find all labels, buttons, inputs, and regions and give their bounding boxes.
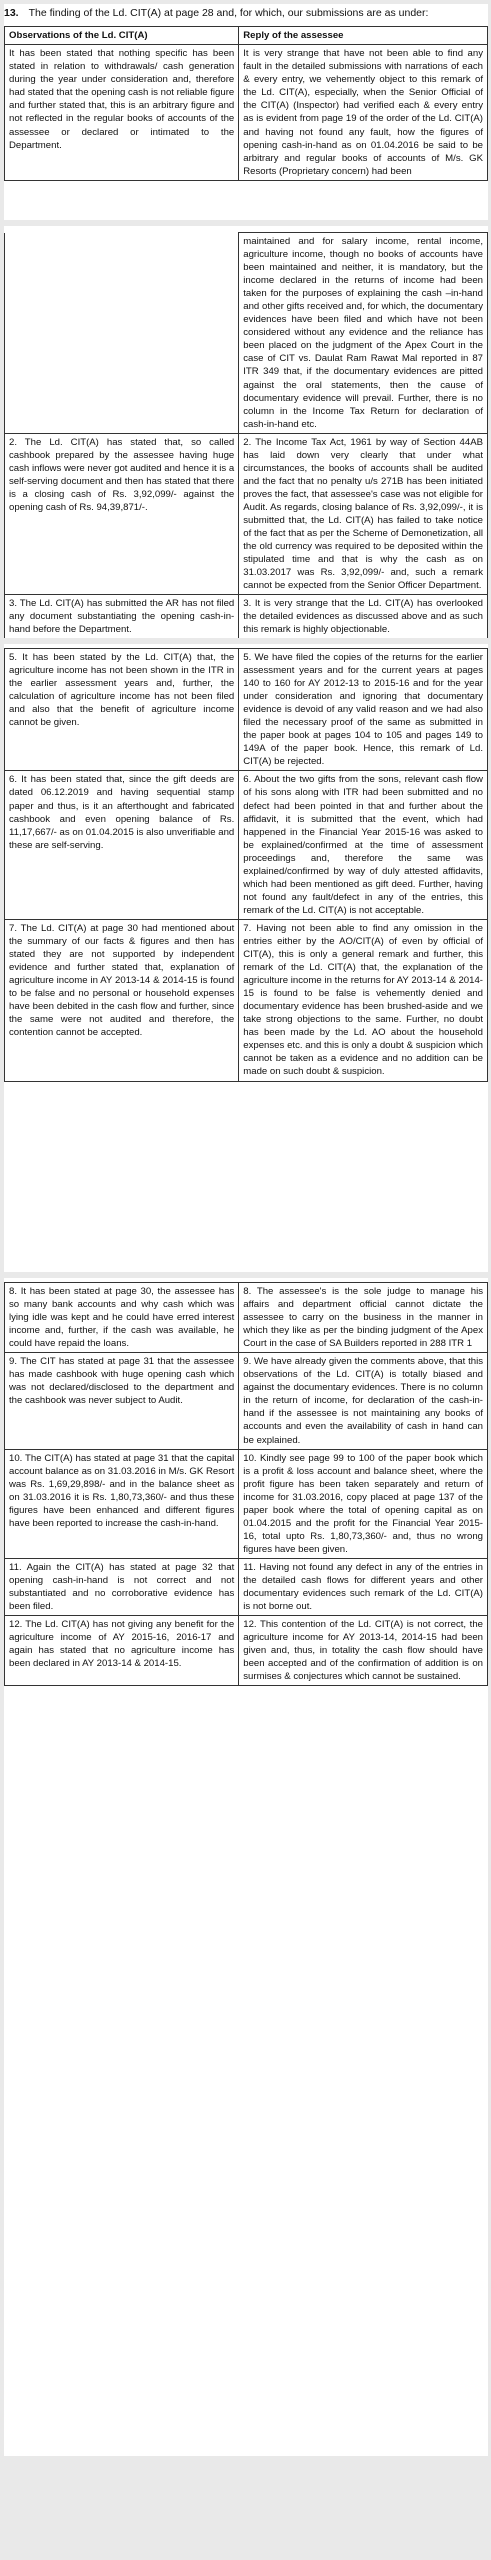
paragraph-number: 13. [4, 7, 19, 19]
reply-cell: 12. This contention of the Ld. CIT(A) is not correct, the agriculture income for AY 2013-14, 2014-15 had been given and, thus, in totality the cash flow should have been accepted and of the confirmation of addition is on surmises & conjectures which cannot be sustained. [239, 1616, 488, 1686]
observation-cell [5, 233, 239, 434]
table-row [5, 919, 488, 1081]
observation-cell: It has been stated that nothing specific has been stated in relation to withdrawals/ cash generation during the year under consideration and, therefore had stated that the opening cash is not reliable figure and further stated that, this is an arbitrary figure and not reflected in the regular books of accounts of the assessee or declared or intimated to the Department. [5, 45, 239, 180]
table-row [5, 45, 488, 180]
observation-cell: 9. The CIT has stated at page 31 that the assessee has made cashbook with huge opening cash which was not declared/disclosed to the department and the cashbook was never subject to Audit. [5, 1353, 239, 1449]
reply-cell: It is very strange that have not been able to find any fault in the detailed submissions with narrations of each & every entry, we vehemently object to this remark of the Ld. CIT(A), especially, when the Senior Official of the CIT(A) (Inspector) had verified each & every entry as is evident from page 19 of the order of the Ld. CIT(A) and having not found any fault, how the figures of opening cash-in-hand as on 01.04.2016 be said to be arbitrary and regular books of accounts of M/s. GK Resorts (Proprietary concern) had been [239, 45, 488, 180]
intro-paragraph [4, 4, 488, 26]
reply-cell: 2. The Income Tax Act, 1961 by way of Section 44AB has laid down very clearly that under what circumstances, the books of accounts shall be audited and the fact that no penalty u/s 271B has been initiated proves the fact, that assessee's case was not eligible for Audit. As regards, closing balance of Rs. 3,92,099/-, it is submitted that, the Ld. CIT(A) has failed to take notice of the fact that as per the Scheme of Demonetization, all the old currency was required to be deposited within the stipulated time and that is why the cash as on 31.03.2017 was Rs. 3,92,099/- and, such a remark cannot be expected from the Senior Officer Department. [239, 433, 488, 595]
table-row [5, 1616, 488, 1686]
table-header-row [5, 27, 488, 45]
observation-cell: 11. Again the CIT(A) has stated at page 32 that opening cash-in-hand is not correct and not substantiated and no corroborative evidence has been filed. [5, 1558, 239, 1615]
reply-cell: 3. It is very strange that the Ld. CIT(A) has overlooked the detailed evidences as discussed above and as such this remark is highly objectionable. [239, 595, 488, 638]
table-row [5, 1353, 488, 1449]
observation-cell: 5. It has been stated by the Ld. CIT(A) that, the agriculture income has not been shown in the ITR in the earlier assessment years and, further, the calculation of agriculture income has not been filed and also that the benefit of agriculture income cannot be given. [5, 649, 239, 771]
page-fragment-1 [4, 4, 488, 220]
reply-cell: 6. About the two gifts from the sons, relevant cash flow of his sons along with ITR had been submitted and no defect had been pointed in that and further about the affidavit, it is submitted that the event, which had happened in the Financial Year 2015-16 was asked to be explained/confirmed at the time of assessment proceedings and, therefore the same was explained/confirmed by way of duly attested affidavits, which had been mentioned as gift deed. Further, having not found any fault/defect in any of the entries, this remark of the Ld. CIT(A) is not acceptable. [239, 771, 488, 920]
table-row [5, 433, 488, 595]
findings-table-part-4 [4, 1282, 488, 1686]
table-row [5, 595, 488, 638]
observation-cell: 7. The Ld. CIT(A) at page 30 had mentioned about the summary of our facts & figures and then has stated they are not supported by independent evidence and further stated that, explanation of agriculture income in AY 2013-14 & 2014-15 is found to be false and no personal or household expenses have been debited in the cash flow and further, since the same were not audited and therefore, the contention cannot be accepted. [5, 919, 239, 1081]
observation-cell: 6. It has been stated that, since the gift deeds are dated 06.12.2019 and having sequential stamp paper and thus, is it an afterthought and fabricated cashbook and even opening balance of Rs. 11,17,667/- as on 01.04.2015 is also unverifiable and these are self-serving. [5, 771, 239, 920]
table-row [5, 1449, 488, 1558]
page-fragment-3 [4, 644, 488, 1272]
table-row [5, 771, 488, 920]
table-row [5, 1558, 488, 1615]
findings-table-part-3 [4, 648, 488, 1082]
reply-cell: 8. The assessee's is the sole judge to manage his affairs and department official cannot dictate the assessee to carry on the business in the manner in which they like as per the binding judgment of the Apex Court in the case of SA Builders reported in 288 ITR 1 [239, 1283, 488, 1353]
page-fragment-2 [4, 226, 488, 638]
findings-table-part-2 [4, 232, 488, 638]
table-row [5, 233, 488, 434]
findings-table-part-1 [4, 26, 488, 181]
header-reply: Reply of the assessee [239, 27, 488, 45]
reply-cell: 9. We have already given the comments above, that this observations of the Ld. CIT(A) is totally biased and against the documentary evidences. There is no column in the return of income, for declaration of the cash-in-hand if the assessee is not maintaining any books of accounts and even the availability of cash in hand can be explained. [239, 1353, 488, 1449]
observation-cell: 3. The Ld. CIT(A) has submitted the AR has not filed any document substantiating the opening cash-in-hand before the Department. [5, 595, 239, 638]
page-fragment-4 [4, 1278, 488, 2456]
table-row [5, 1283, 488, 1353]
observation-cell: 12. The Ld. CIT(A) has not giving any benefit for the agriculture income of AY 2015-16, 2016-17 and again has stated that no agriculture income has been declared in AY 2013-14 & 2014-15. [5, 1616, 239, 1686]
observation-cell: 8. It has been stated at page 30, the assessee has so many bank accounts and why cash which was lying idle was kept and he could have erred interest income and, further, if the cash was available, he could have repaid the loans. [5, 1283, 239, 1353]
reply-cell: 7. Having not been able to find any omission in the entries either by the AO/CIT(A) of even by official of CIT(A), this is only a general remark and further, this remark of the Ld. CIT(A) that, the explanation of the agriculture income in the returns for AY 2013-14 & 2014-15 is found to be false is vehemently denied and documentary evidence has been brushed-aside and we take strong objections to the same. Further, no doubt has been made by the Ld. AO about the household expenses etc. and this is only a doubt & suspicion which cannot be taken as a evidence and no addition can be made on such doubt & suspicion. [239, 919, 488, 1081]
reply-cell: maintained and for salary income, rental income, agriculture income, though no books of accounts have been maintained and neither, it is mandatory, but the income declared in the returns of income had been taken for the purposes of explaining the cash –in-hand and other gifts received and, for which, the documentary evidences have been filed and which have not been considered without any evidence and the reliance has been placed on the judgment of the Apex Court in the case of CIT vs. Daulat Ram Rawat Mal reported in 87 ITR 349 that, if the documentary evidences are pitted against the oral statements, then the cause of documentary evidence will prevail. Further, there is no column in the Income Tax Return for declaration of cash-in-hand etc. [239, 233, 488, 434]
header-observations: Observations of the Ld. CIT(A) [5, 27, 239, 45]
observation-cell: 2. The Ld. CIT(A) has stated that, so called cashbook prepared by the assessee having huge cash inflows were never got audited and hence it is a self-serving document and then has stated that there is a closing cash of Rs. 3,92,099/- against the opening cash of Rs. 94,39,871/-. [5, 433, 239, 595]
reply-cell: 5. We have filed the copies of the returns for the earlier assessment years and for the current years at pages 140 to 160 for AY 2012-13 to 2015-16 and for the year under consideration and ignoring that documentary evidence is devoid of any valid reason and we had also filed the necessary proof of the same as submitted in the paper book at pages 104 to 105 and pages 149 to 149A of the paper book. Hence, this remark of Ld. CIT(A) be rejected. [239, 649, 488, 771]
intro-text: The finding of the Ld. CIT(A) at page 28 and, for which, our submissions are as under: [28, 7, 429, 19]
reply-cell: 11. Having not found any defect in any of the entries in the detailed cash flows for different years and other documentary evidences such remark of the Ld. CIT(A) is not borne out. [239, 1558, 488, 1615]
observation-cell: 10. The CIT(A) has stated at page 31 that the capital account balance as on 31.03.2016 in M/s. GK Resort was Rs. 1,69,29,898/- and in the balance sheet as on 31.03.2016 it is Rs. 1,80,73,360/- and thus these figures have been enhanced and different figures have been reported to increase the cash-in-hand. [5, 1449, 239, 1558]
table-row [5, 649, 488, 771]
reply-cell: 10. Kindly see page 99 to 100 of the paper book which is a profit & loss account and balance sheet, where the profit figure has been taken separately and return of income for 31.03.2016, copy placed at page 137 of the paper book where the total of opening capital as on 01.04.2015 and the profit for the Financial Year 2015-16, total upto Rs. 1,80,73,360/- and, thus no wrong figures have been given. [239, 1449, 488, 1558]
